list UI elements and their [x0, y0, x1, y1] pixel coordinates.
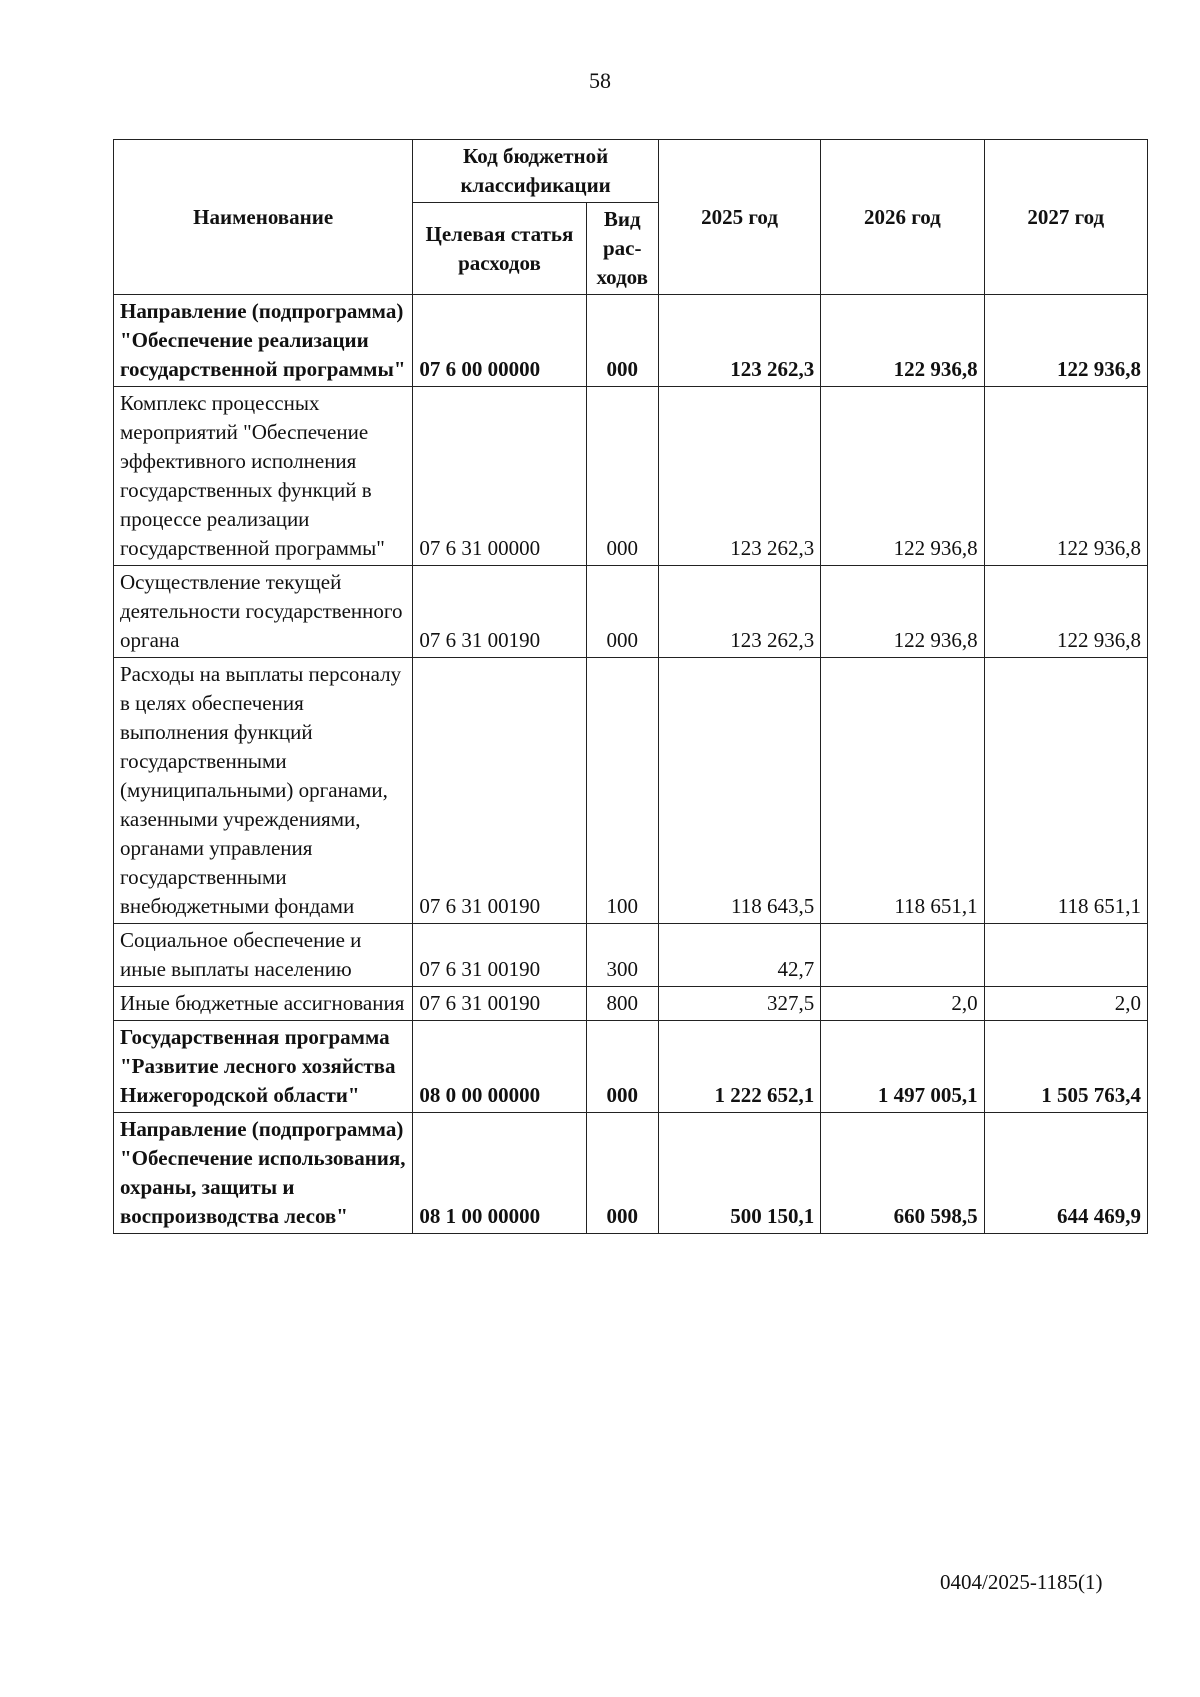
row-name: Комплекс процессных мероприятий "Обеспечение эффективного исполнения государственных функций в процессе реализации государственной программы"	[114, 387, 413, 566]
row-target-article: 07 6 31 00190	[413, 658, 586, 924]
row-name: Расходы на выплаты персоналу в целях обеспечения выполнения функций государственными (муниципальными) органами, казенными учреждениями, органами управления государственными внебюджетными фондами	[114, 658, 413, 924]
header-2025: 2025 год	[658, 140, 820, 295]
row-target-article: 07 6 31 00190	[413, 566, 586, 658]
row-name: Государственная программа "Развитие лесного хозяйства Нижегородской области"	[114, 1021, 413, 1113]
header-expense-type: Вид рас-ходов	[586, 203, 658, 295]
row-expense-type: 800	[586, 987, 658, 1021]
table-row	[114, 924, 1148, 987]
row-value-2026: 660 598,5	[821, 1113, 984, 1234]
header-2027: 2027 год	[984, 140, 1147, 295]
row-target-article: 07 6 00 00000	[413, 295, 586, 387]
row-value-2027: 1 505 763,4	[984, 1021, 1147, 1113]
table-body	[114, 295, 1148, 1234]
row-value-2027: 122 936,8	[984, 566, 1147, 658]
row-expense-type: 000	[586, 387, 658, 566]
row-target-article: 07 6 31 00190	[413, 924, 586, 987]
row-value-2026: 1 497 005,1	[821, 1021, 984, 1113]
table-header	[114, 140, 1148, 295]
row-target-article: 08 1 00 00000	[413, 1113, 586, 1234]
header-name: Наименование	[114, 140, 413, 295]
table-row	[114, 1021, 1148, 1113]
header-target-article: Целевая статья расходов	[413, 203, 586, 295]
table-row	[114, 387, 1148, 566]
row-expense-type: 300	[586, 924, 658, 987]
row-value-2025: 1 222 652,1	[658, 1021, 820, 1113]
row-target-article: 07 6 31 00000	[413, 387, 586, 566]
header-2026: 2026 год	[821, 140, 984, 295]
table-row	[114, 566, 1148, 658]
row-value-2026	[821, 924, 984, 987]
table-row	[114, 658, 1148, 924]
row-value-2026: 118 651,1	[821, 658, 984, 924]
row-name: Социальное обеспечение и иные выплаты населению	[114, 924, 413, 987]
row-value-2025: 118 643,5	[658, 658, 820, 924]
table-row	[114, 1113, 1148, 1234]
page-number: 58	[589, 68, 611, 93]
row-expense-type: 000	[586, 1113, 658, 1234]
row-value-2027	[984, 924, 1147, 987]
table-row	[114, 295, 1148, 387]
row-value-2025: 123 262,3	[658, 387, 820, 566]
row-expense-type: 000	[586, 566, 658, 658]
row-value-2027: 2,0	[984, 987, 1147, 1021]
row-target-article: 08 0 00 00000	[413, 1021, 586, 1113]
header-code-group: Код бюджетной классификации	[413, 140, 659, 203]
row-value-2026: 122 936,8	[821, 566, 984, 658]
row-target-article: 07 6 31 00190	[413, 987, 586, 1021]
row-name: Осуществление текущей деятельности государственного органа	[114, 566, 413, 658]
row-value-2027: 118 651,1	[984, 658, 1147, 924]
row-expense-type: 000	[586, 295, 658, 387]
row-value-2025: 123 262,3	[658, 295, 820, 387]
table-row	[114, 987, 1148, 1021]
row-expense-type: 100	[586, 658, 658, 924]
row-value-2025: 123 262,3	[658, 566, 820, 658]
row-value-2025: 42,7	[658, 924, 820, 987]
row-value-2025: 500 150,1	[658, 1113, 820, 1234]
row-value-2027: 122 936,8	[984, 387, 1147, 566]
row-name: Направление (подпрограмма) "Обеспечение реализации государственной программы"	[114, 295, 413, 387]
row-value-2027: 644 469,9	[984, 1113, 1147, 1234]
budget-table	[113, 139, 1148, 1234]
row-value-2026: 2,0	[821, 987, 984, 1021]
document-code: 0404/2025-1185(1)	[940, 1570, 1103, 1594]
row-value-2026: 122 936,8	[821, 295, 984, 387]
row-expense-type: 000	[586, 1021, 658, 1113]
row-name: Иные бюджетные ассигнования	[114, 987, 413, 1021]
row-name: Направление (подпрограмма) "Обеспечение использования, охраны, защиты и воспроизводства лесов"	[114, 1113, 413, 1234]
row-value-2025: 327,5	[658, 987, 820, 1021]
row-value-2027: 122 936,8	[984, 295, 1147, 387]
row-value-2026: 122 936,8	[821, 387, 984, 566]
